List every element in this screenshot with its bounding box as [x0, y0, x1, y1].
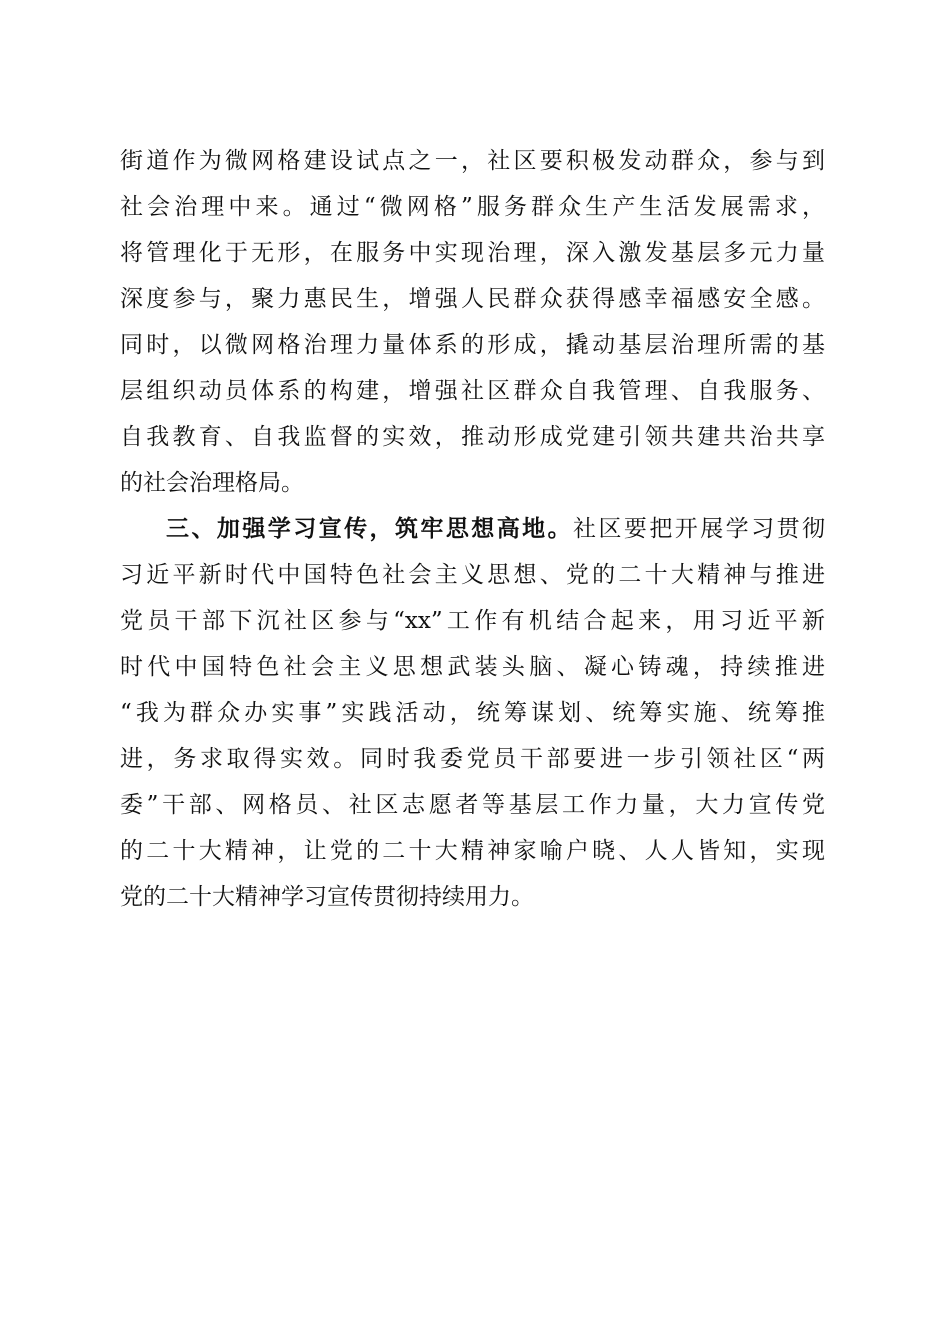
paragraph-study-publicity	[120, 506, 825, 920]
paragraph-line: 党员干部下沉社区参与“xx”工作有机结合起来，用习近平新	[120, 608, 825, 634]
document-body	[120, 138, 825, 920]
paragraph-line: 委”干部、网格员、社区志愿者等基层工作力量，大力宣传党	[120, 792, 825, 818]
paragraph-first-line	[120, 506, 825, 552]
paragraph-line: 进，务求取得实效。同时我委党员干部要进一步引领社区“两	[120, 746, 825, 772]
paragraph-line: 深度参与，聚力惠民生，增强人民群众获得感幸福感安全感。	[120, 286, 825, 312]
paragraph-line: 习近平新时代中国特色社会主义思想、党的二十大精神与推进	[120, 562, 825, 588]
paragraph-line: 同时，以微网格治理力量体系的形成，撬动基层治理所需的基	[120, 332, 825, 358]
paragraph-line-rest: 社区要把开展学习贯彻	[573, 516, 826, 542]
paragraph-line: 街道作为微网格建设试点之一，社区要积极发动群众，参与到	[120, 148, 825, 174]
paragraph-line: 的社会治理格局。	[120, 470, 304, 496]
paragraph-line: 党的二十大精神学习宣传贯彻持续用力。	[120, 884, 534, 910]
paragraph-line: 自我教育、自我监督的实效，推动形成党建引领共建共治共享	[120, 424, 825, 450]
paragraph-line: 时代中国特色社会主义思想武装头脑、凝心铸魂，持续推进	[120, 654, 825, 680]
section-heading: 三、加强学习宣传，筑牢思想高地。	[166, 516, 574, 542]
paragraph-line: “我为群众办实事”实践活动，统筹谋划、统筹实施、统筹推	[120, 700, 825, 726]
paragraph-line: 层组织动员体系的构建，增强社区群众自我管理、自我服务、	[120, 378, 825, 404]
paragraph-line: 的二十大精神，让党的二十大精神家喻户晓、人人皆知，实现	[120, 838, 825, 864]
paragraph-line: 社会治理中来。通过“微网格”服务群众生产生活发展需求，	[120, 194, 825, 220]
paragraph-community-governance	[120, 138, 825, 506]
paragraph-line: 将管理化于无形，在服务中实现治理，深入激发基层多元力量	[120, 240, 825, 266]
